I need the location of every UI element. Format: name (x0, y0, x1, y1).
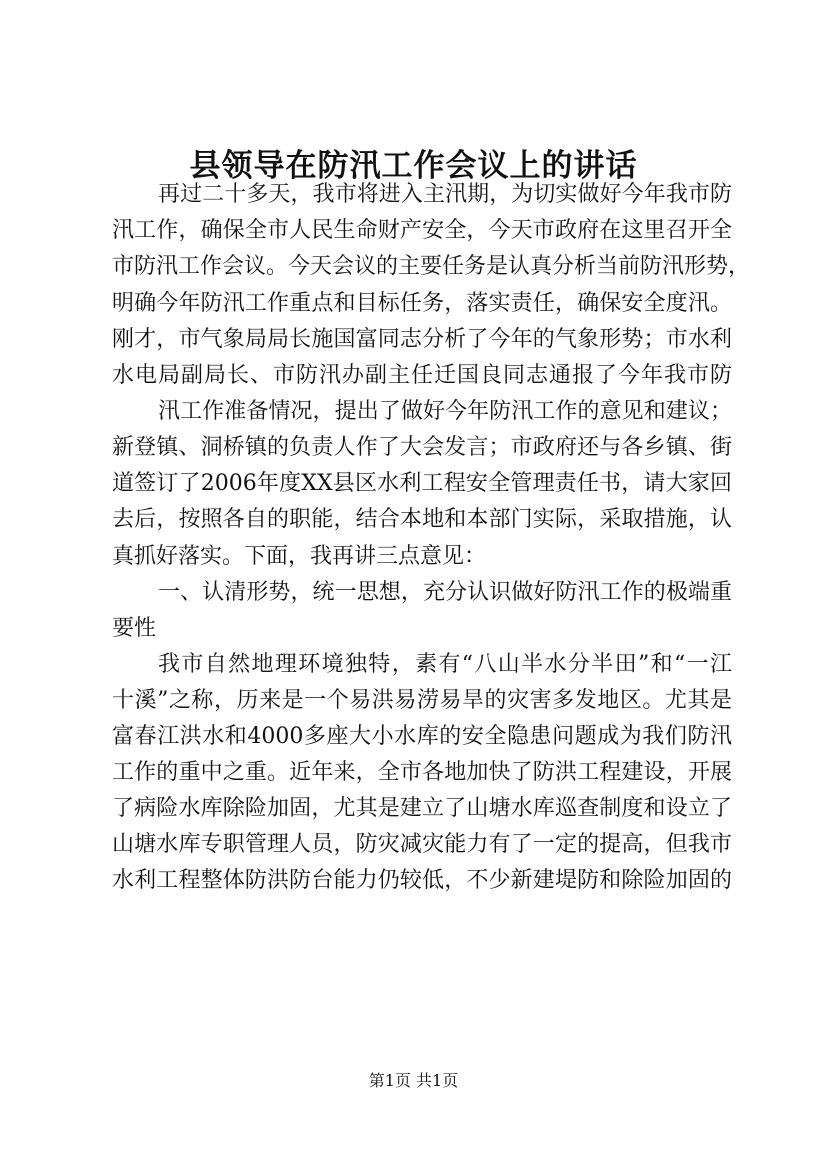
text-line: 真抓好落实。下面，我再讲三点意见： (112, 544, 487, 569)
text-line: 汛工作，确保全市人民生命财产安全，今天市政府在这里召开全 (112, 218, 732, 243)
document-title: 县领导在防汛工作会议上的讲话 (189, 148, 638, 184)
text-line: 新登镇、洞桥镇的负责人作了大会发言；市政府还与各乡镇、街 (112, 435, 732, 460)
text-line: 水电局副局长、市防汛办副主任迁国良同志通报了今年我市防 (112, 363, 732, 388)
text-line: 山塘水库专职管理人员，防灾减灾能力有了一定的提高，但我市 (112, 832, 732, 857)
text-line: 道签订了2006年度XX县区水利工程安全管理责任书，请大家回 (112, 471, 732, 496)
text-line: 刚才，市气象局局长施国富同志分析了今年的气象形势；市水利 (112, 327, 732, 352)
section-heading-line: 要性 (112, 616, 157, 641)
page-number: 第1页 共1页 (368, 1071, 459, 1090)
text-line: 工作的重中之重。近年来，全市各地加快了防洪工程建设，开展 (112, 760, 732, 785)
text-line: 明确今年防汛工作重点和目标任务，落实责任，确保安全度汛。 (112, 291, 732, 316)
section-heading-line: 一、认清形势，统一思想，充分认识做好防汛工作的极端重 (158, 580, 732, 605)
text-line: 再过二十多天，我市将进入主汛期，为切实做好今年我市防 (158, 182, 732, 207)
text-line: 我市自然地理环境独特，素有“八山半水分半田”和“一江 (158, 652, 732, 677)
text-line: 市防汛工作会议。今天会议的主要任务是认真分析当前防汛形势， (112, 254, 751, 279)
text-line: 了病险水库除险加固，尤其是建立了山塘水库巡查制度和设立了 (112, 796, 732, 821)
text-line: 富春江洪水和4000多座大小水库的安全隐患问题成为我们防汛 (112, 724, 732, 749)
text-line: 去后，按照各自的职能，结合本地和本部门实际，采取措施，认 (112, 507, 732, 532)
text-line: 十溪”之称，历来是一个易洪易涝易旱的灾害多发地区。尤其是 (112, 688, 732, 713)
text-line: 汛工作准备情况，提出了做好今年防汛工作的意见和建议； (158, 399, 732, 424)
text-line: 水利工程整体防洪防台能力仍较低，不少新建堤防和除险加固的 (112, 868, 732, 893)
